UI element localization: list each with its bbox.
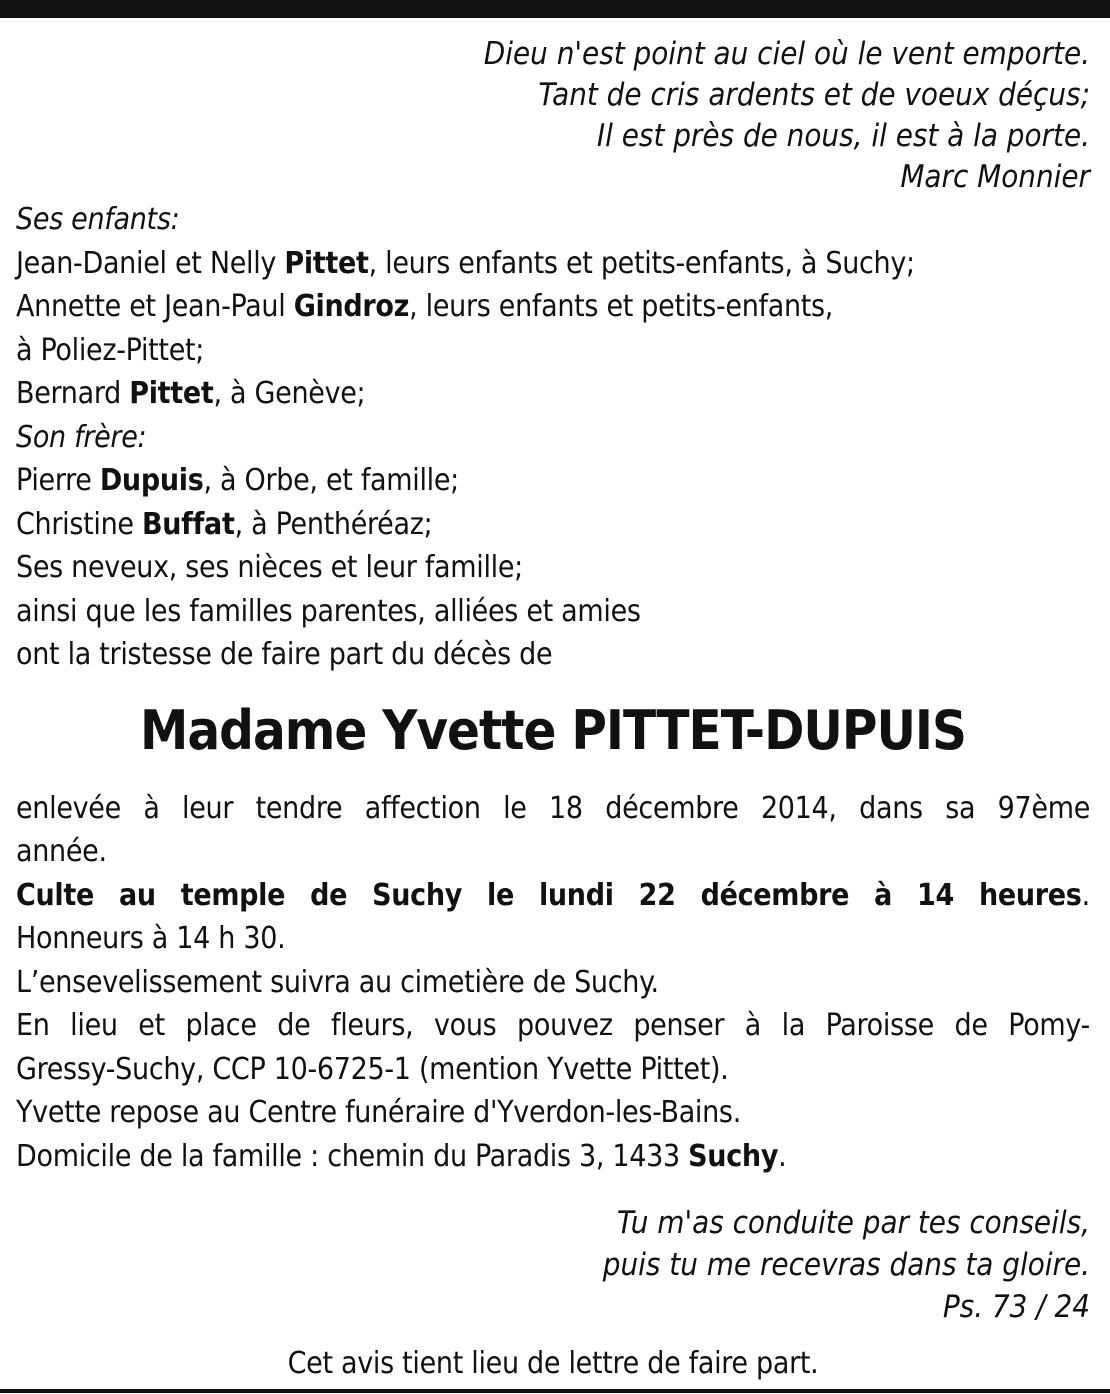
closing-line: Tu m'as conduite par tes conseils, xyxy=(616,1205,1090,1241)
epigraph xyxy=(16,34,1090,198)
closing-reference: Ps. 73 / 24 xyxy=(942,1289,1090,1325)
family-list xyxy=(16,198,1090,677)
service-word: Culte xyxy=(16,877,94,913)
family-member xyxy=(16,372,1090,416)
member-given: Annette et Jean-Paul xyxy=(16,289,294,324)
flowers-line: En lieu et place de fleurs, vous pouvez penser à la Paroisse de Pomy- xyxy=(16,1008,1090,1043)
service-word: décembre xyxy=(700,877,850,913)
domicile-town: Suchy xyxy=(688,1138,779,1174)
family-member xyxy=(16,285,1090,329)
honours-line: Honneurs à 14 h 30. xyxy=(16,921,286,956)
service-word: au xyxy=(118,877,156,913)
member-detail: , à Penthéréaz; xyxy=(234,506,433,542)
member-given: Pierre xyxy=(16,463,100,498)
service-word: le xyxy=(487,877,514,913)
member-detail: , à Orbe, et famille; xyxy=(203,463,459,498)
family-member xyxy=(16,503,1090,547)
closing-quote xyxy=(16,1202,1090,1328)
member-detail: , à Genève; xyxy=(213,376,366,411)
bottom-border-rule xyxy=(0,1389,1110,1393)
family-member-continued: à Poliez-Pittet; xyxy=(16,332,205,368)
service-word: 14 xyxy=(917,877,954,913)
relatives-line: Ses neveux, ses nièces et leur famille; xyxy=(16,550,523,585)
children-heading: Ses enfants: xyxy=(16,202,180,237)
top-border-rule xyxy=(0,0,1110,18)
service-word: lundi xyxy=(538,877,614,913)
epigraph-line: Dieu n'est point au ciel où le vent emporte. xyxy=(483,36,1090,72)
family-member xyxy=(16,459,1090,503)
member-given: Christine xyxy=(16,506,142,542)
brother-heading: Son frère: xyxy=(16,419,147,455)
rest-line: Yvette repose au Centre funéraire d'Yverdon-les-Bains. xyxy=(16,1095,741,1130)
friends-line: ainsi que les familles parentes, alliées et amies xyxy=(16,593,641,629)
passing-line: année. xyxy=(16,834,107,869)
member-given: Jean-Daniel et Nelly xyxy=(16,245,285,281)
epigraph-line: Tant de cris ardents et de voeux déçus; xyxy=(538,77,1090,113)
domicile-end: . xyxy=(778,1138,787,1174)
service-word: 22 xyxy=(638,877,676,913)
domicile-line xyxy=(16,1135,1090,1179)
service-word: Suchy xyxy=(372,877,463,913)
burial-line: L’ensevelissement suivra au cimetière de Suchy. xyxy=(16,964,659,1000)
family-member xyxy=(16,242,1090,286)
member-surname: Pittet xyxy=(284,245,369,281)
member-given: Bernard xyxy=(16,376,130,411)
details xyxy=(16,787,1090,1179)
passing-line: enlevée à leur tendre affection le 18 décembre 2014, dans sa 97ème xyxy=(16,790,1090,826)
member-surname: Gindroz xyxy=(293,289,410,324)
service-end: . xyxy=(1081,877,1090,913)
member-surname: Buffat xyxy=(141,506,235,542)
closing-line: puis tu me recevras dans ta gloire. xyxy=(602,1247,1090,1283)
service-word-last xyxy=(979,874,1090,918)
notice-line: Cet avis tient lieu de lettre de faire part. xyxy=(287,1346,819,1381)
service-word: heures xyxy=(978,877,1082,913)
epigraph-line: Il est près de nous, il est à la porte. xyxy=(596,118,1090,154)
member-surname: Pittet xyxy=(129,376,214,411)
member-surname: Dupuis xyxy=(99,463,204,498)
obituary-notice xyxy=(16,34,1090,1385)
service-word: temple xyxy=(180,877,286,913)
service-word: à xyxy=(874,877,893,913)
member-detail: , leurs enfants et petits-enfants, xyxy=(409,289,834,324)
announcement-line: ont la tristesse de faire part du décès de xyxy=(16,637,553,672)
member-detail: , leurs enfants et petits-enfants, à Suchy; xyxy=(368,245,915,281)
domicile-address: Domicile de la famille : chemin du Paradis 3, 1433 xyxy=(16,1138,689,1174)
epigraph-author: Marc Monnier xyxy=(900,159,1090,195)
deceased-name: Madame Yvette PITTET-DUPUIS xyxy=(140,698,966,762)
service-line xyxy=(16,874,1090,918)
flowers-line: Gressy-Suchy, CCP 10-6725-1 (mention Yvette Pittet). xyxy=(16,1051,729,1087)
service-word: de xyxy=(310,877,348,913)
